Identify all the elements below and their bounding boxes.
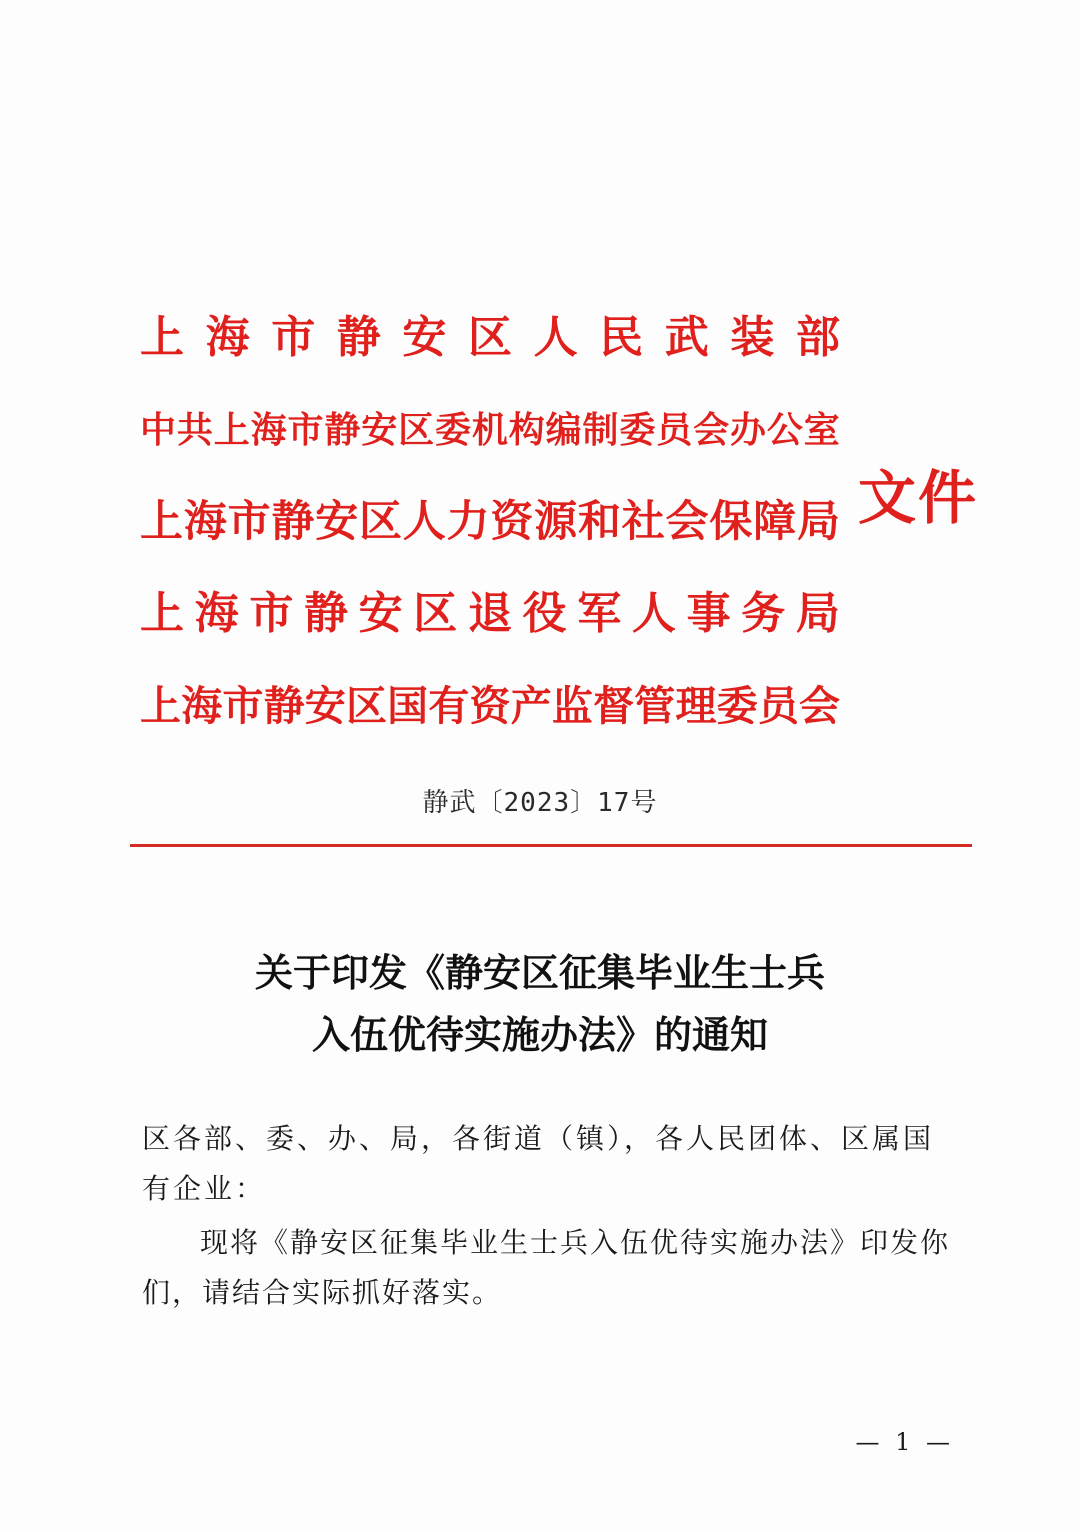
- issuer-line: 上 海 市 静 安 区 人 民 武 装 部: [140, 312, 840, 363]
- issuer-list: [140, 292, 840, 752]
- red-divider: [130, 844, 972, 847]
- notice-title-line-1: 关于印发《静安区征集毕业生士兵: [254, 950, 825, 995]
- document-kind-label: 文件: [858, 464, 979, 532]
- page-number: — 1 —: [855, 1428, 954, 1456]
- issuer-line: 上 海 市 静 安 区 人 力 资 源 和 社 会 保 障 局: [140, 497, 840, 547]
- issuer-line: 上 海 市 静 安 区 退 役 军 人 事 务 局: [140, 588, 840, 639]
- notice-title-line-2: 入伍优待实施办法》的通知: [311, 1012, 768, 1057]
- body-paragraph: 现将《静安区征集毕业生士兵入伍优待实施办法》印发你们，请结合实际抓好落实。: [142, 1226, 951, 1309]
- notice-title: [0, 942, 1080, 1066]
- addressees: 区各部、委、办、局，各街道（镇），各人民团体、区属国有企业：: [142, 1122, 935, 1205]
- issuer-line: 中 共 上 海 市 静 安 区 委 机 构 编 制 委 员 会 办 公 室: [140, 409, 840, 451]
- document-number: 静武〔2023〕17号: [422, 788, 658, 818]
- issuer-line: 上 海 市 静 安 区 国 有 资 产 监 督 管 理 委 员 会: [140, 682, 840, 730]
